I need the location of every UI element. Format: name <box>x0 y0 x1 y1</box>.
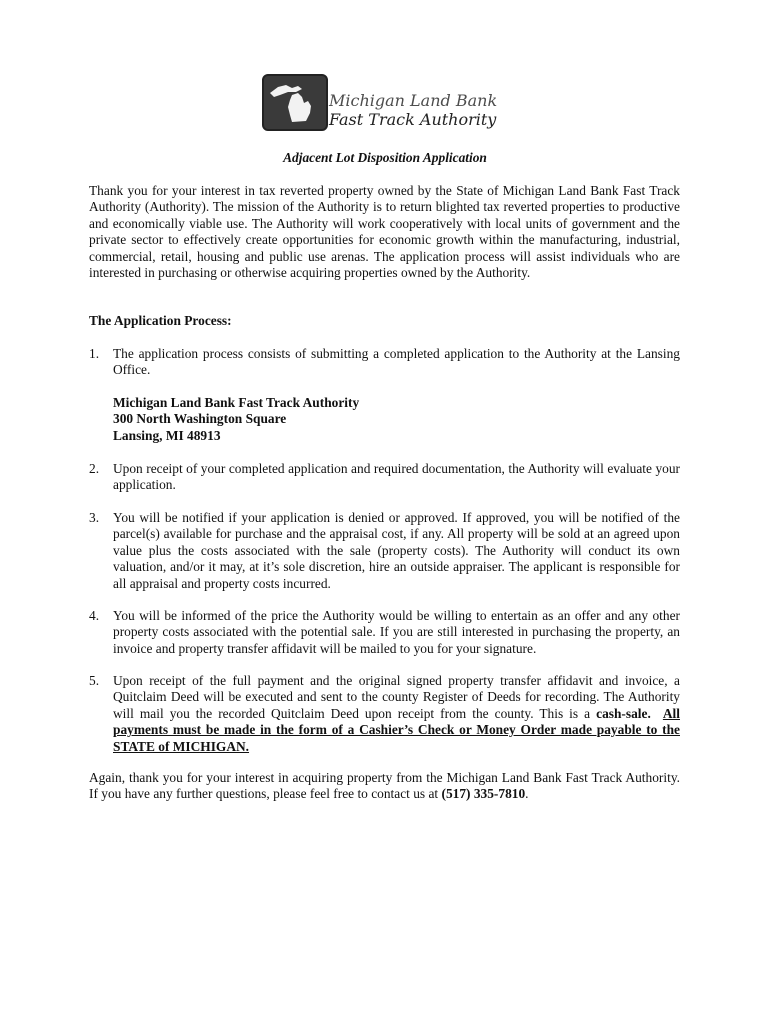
contact-phone: (517) 335-7810 <box>441 786 526 802</box>
step-number: 1. <box>89 346 100 361</box>
step-text: Upon receipt of your completed application and required documentation, the Authority will evaluate your application. <box>113 461 680 493</box>
step-1 <box>89 346 680 379</box>
step-number: 5. <box>89 673 100 688</box>
step-4 <box>89 608 680 657</box>
payment-requirement: All payments must be made in the form of a Cashier’s Check or Money Order made payable to the STATE of MICHIGAN. <box>113 705 680 754</box>
step-text: The application process consists of submitting a completed application to the Authority at the Lansing Office. <box>113 346 680 378</box>
mailing-address <box>113 395 359 444</box>
step-text <box>113 673 680 755</box>
step-text: You will be notified if your application is denied or approved. If approved, you will be notified of the parcel(s) available for purchase and the appraisal cost, if any. All property will be sold at an agreed upon value plus the costs associated with the sale (property costs). The Authority will conduct its own valuation, and/or it may, at it’s sole discretion, hire an outside appraiser. The applicant is responsible for all appraisal and property costs incurred. <box>113 510 680 591</box>
step-text: You will be informed of the price the Authority would be willing to entertain as an offer and any other property costs associated with the potential sale. If you are still interested in purchasing the property, an invoice and property transfer affidavit will be mailed to you for your signature. <box>113 608 680 656</box>
address-line-3: Lansing, MI 48913 <box>113 427 221 443</box>
logo <box>262 74 522 130</box>
step-number: 2. <box>89 461 100 476</box>
closing-end: . <box>525 786 529 802</box>
intro-paragraph: Thank you for your interest in tax reverted property owned by the State of Michigan Land Bank Fast Track Authority (Authority). The mission of the Authority is to return blighted tax reverted properties to productive and economically viable use. The Authority will work cooperatively with local units of government and the private sector to effectively create opportunities for economic growth within the manufacturing, industrial, commercial, retail, housing and public use arenas. The application process will assist individuals who are interested in purchasing or otherwise acquiring properties owned by the Authority. <box>89 183 680 281</box>
michigan-map-icon <box>262 74 328 131</box>
document-title: Adjacent Lot Disposition Application <box>283 150 487 165</box>
step-5-text: Upon receipt of the full payment and the original signed property transfer affidavit and invoice, a Quitclaim Deed will be executed and sent to the county Register of Deeds for recording. The Authority will mail you the recorded Quitclaim Deed upon receipt from the county. This is a <box>113 673 680 721</box>
step-number: 3. <box>89 510 100 525</box>
closing-text: Again, thank you for your interest in acquiring property from the Michigan Land Bank Fast Track Authority. If you have any further questions, please feel free to contact us at <box>89 770 680 802</box>
process-heading: The Application Process: <box>89 313 232 328</box>
step-3 <box>89 510 680 592</box>
cash-sale-label: cash-sale. <box>596 705 651 721</box>
logo-line-2: Fast Track Authority <box>329 110 497 129</box>
closing-paragraph <box>89 770 680 803</box>
step-5 <box>89 673 680 755</box>
step-2 <box>89 461 680 494</box>
logo-line-1: Michigan Land Bank <box>329 91 498 110</box>
address-line-2: 300 North Washington Square <box>113 411 287 427</box>
step-number: 4. <box>89 608 100 623</box>
address-line-1: Michigan Land Bank Fast Track Authority <box>113 395 360 410</box>
